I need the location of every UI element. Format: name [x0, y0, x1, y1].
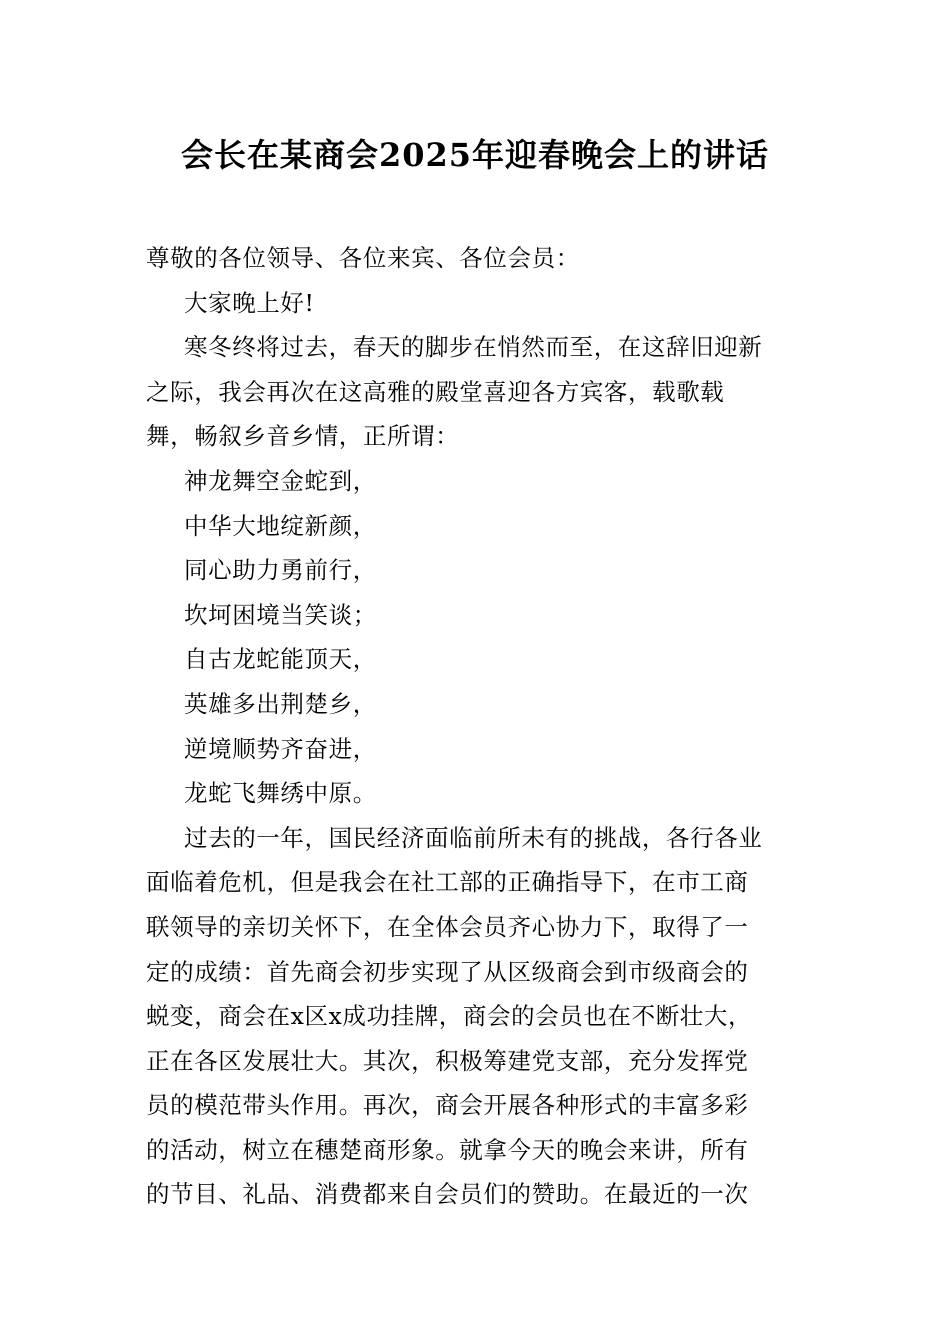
poem-line: 中华大地绽新颜，	[184, 511, 377, 540]
paragraph-line: 正在各区发展壮大。其次，积极筹建党支部，充分发挥党	[146, 1046, 749, 1075]
poem-line: 英雄多出荆楚乡，	[184, 689, 377, 718]
paragraph-line: 寒冬终将过去，春天的脚步在悄然而至，在这辞旧迎新	[184, 333, 763, 362]
greeting: 大家晚上好!	[184, 288, 315, 317]
poem-line: 同心助力勇前行，	[184, 556, 377, 585]
paragraph-line: 舞，畅叙乡音乡情，正所谓：	[146, 422, 460, 451]
document-title: 会长在某商会2025年迎春晚会上的讲话	[180, 136, 770, 174]
salutation: 尊敬的各位领导、各位来宾、各位会员：	[146, 244, 580, 272]
paragraph-line: 定的成绩：首先商会初步实现了从区级商会到市级商会的	[146, 957, 749, 986]
paragraph-line: 员的模范带头作用。再次，商会开展各种形式的丰富多彩	[146, 1091, 749, 1120]
poem-line: 坎坷困境当笑谈；	[184, 600, 377, 629]
poem-line: 逆境顺势齐奋进，	[184, 734, 377, 763]
poem-line: 神龙舞空金蛇到，	[184, 466, 377, 495]
paragraph-line: 的节目、礼品、消费都来自会员们的赞助。在最近的一次	[146, 1180, 749, 1209]
document-body	[146, 236, 806, 1217]
paragraph-line: 的活动，树立在穗楚商形象。就拿今天的晚会来讲，所有	[146, 1135, 749, 1164]
poem-line: 龙蛇飞舞绣中原。	[184, 779, 377, 808]
paragraph-line: 联领导的亲切关怀下，在全体会员齐心协力下，取得了一	[146, 912, 749, 941]
paragraph-line: 面临着危机，但是我会在社工部的正确指导下，在市工商	[146, 868, 749, 897]
paragraph-line: 蜕变，商会在x区x成功挂牌，商会的会员也在不断壮大，	[146, 1002, 753, 1031]
paragraph-line: 过去的一年，国民经济面临前所未有的挑战，各行各业	[184, 823, 763, 852]
paragraph-line: 之际，我会再次在这高雅的殿堂喜迎各方宾客，载歌载	[146, 377, 725, 406]
poem-line: 自古龙蛇能顶天，	[184, 645, 377, 674]
